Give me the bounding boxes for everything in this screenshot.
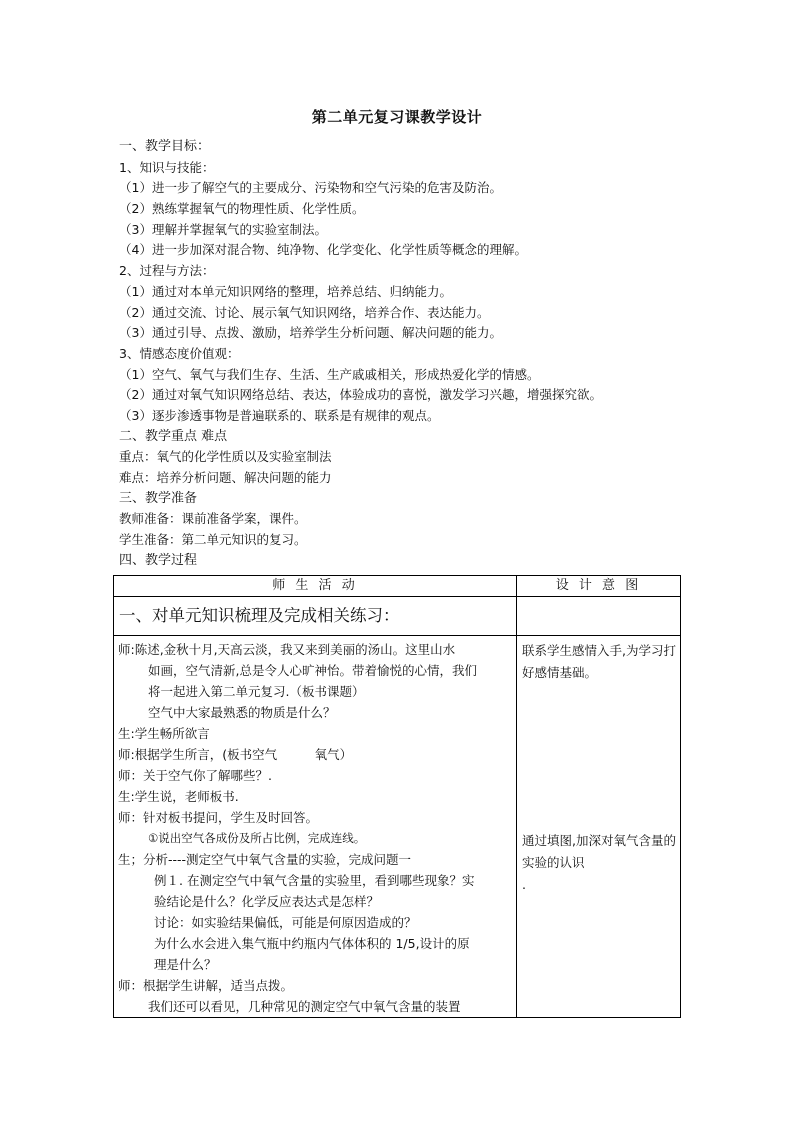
knowledge-item-4: （4）进一步加深对混合物、纯净物、化学变化、化学性质等概念的理解。 — [119, 242, 527, 258]
objectives-block — [119, 137, 719, 571]
activity-line: 生:学生畅所欲言 — [118, 726, 210, 741]
activity-line: 例１. 在测定空气中氧气含量的实验里，看到哪些现象？实 — [154, 873, 475, 888]
activity-line: 师：根据学生讲解，适当点拨。 — [118, 978, 294, 993]
teaching-process-table — [113, 575, 681, 1018]
activity-line: 将一起进入第二单元复习.（板书课题） — [148, 684, 365, 699]
activity-line: 师:根据学生所言，(板书空气 氧气） — [118, 747, 353, 762]
activity-line: 师：关于空气你了解哪些？. — [118, 768, 272, 783]
section-right-cell — [517, 597, 681, 636]
activity-line: 我们还可以看见，几种常见的测定空气中氧气含量的装置 — [148, 999, 461, 1014]
activity-line: ①说出空气各成份及所占比例，完成连线。 — [148, 831, 366, 845]
subheading-attitude: 3、情感态度价值观： — [119, 345, 240, 361]
difficult-point: 难点：培养分析问题、解决问题的能力 — [119, 470, 332, 485]
teacher-preparation: 教师准备：课前准备学案，课件。 — [119, 511, 307, 527]
design-note: 联系学生感情入手,为学习打好感情基础。 — [522, 643, 676, 680]
document-title: 第二单元复习课教学设计 — [311, 108, 483, 126]
design-intent-cell — [517, 636, 681, 1018]
knowledge-item-3: （3）理解并掌握氧气的实验室制法。 — [119, 221, 327, 237]
table-header-row — [114, 576, 681, 597]
activity-line: 师：针对板书提问，学生及时回答。 — [118, 810, 319, 825]
subheading-knowledge: 1、知识与技能： — [119, 159, 215, 175]
section-row — [114, 597, 681, 636]
activity-line: 验结论是什么？化学反应表达式是怎样？ — [154, 894, 380, 909]
key-point: 重点：氧气的化学性质以及实验室制法 — [119, 449, 332, 465]
design-note: . — [522, 877, 526, 892]
process-item-3: （3）通过引导、点拨、激励，培养学生分析问题、解决问题的能力。 — [119, 325, 502, 341]
knowledge-item-2: （2）熟练掌握氧气的物理性质、化学性质。 — [119, 201, 365, 217]
design-note: 通过填图,加深对氧气含量的实验的认识 — [522, 833, 676, 870]
heading-objectives: 一、教学目标： — [119, 139, 211, 154]
heading-process: 四、教学过程 — [119, 552, 198, 568]
student-preparation: 学生准备：第二单元知识的复习。 — [119, 532, 307, 548]
knowledge-item-1: （1）进一步了解空气的主要成分、污染物和空气污染的危害及防治。 — [119, 180, 502, 196]
header-design-intent: 设 计 意 图 — [517, 576, 681, 597]
activity-line: 生；分析----测定空气中氧气含量的实验，完成问题一 — [118, 852, 412, 867]
attitude-item-2: （2）通过对氧气知识网络总结、表达，体验成功的喜悦，激发学习兴趣，增强探究欲。 — [119, 387, 602, 403]
activity-line: 讨论：如实验结果偏低，可能是何原因造成的？ — [154, 915, 417, 930]
subheading-process: 2、过程与方法： — [119, 263, 215, 279]
attitude-item-3: （3）逐步渗透事物是普遍联系的、联系是有规律的观点。 — [119, 407, 440, 423]
activity-line: 空气中大家最熟悉的物质是什么？ — [148, 705, 336, 720]
attitude-item-1: （1）空气、氧气与我们生存、生活、生产戚戚相关，形成热爱化学的情感。 — [119, 366, 540, 382]
heading-preparation: 三、教学准备 — [119, 490, 198, 506]
activity-line: 为什么水会进入集气瓶中约瓶内气体体积的 1/5,设计的原 — [154, 936, 470, 951]
activity-line: 师:陈述,金秋十月,天高云淡，我又来到美丽的汤山。这里山水 — [118, 642, 456, 657]
activities-cell — [114, 636, 517, 1018]
header-activities: 师 生 活 动 — [114, 576, 517, 597]
activity-line: 生:学生说，老师板书. — [118, 789, 239, 804]
process-item-2: （2）通过交流、讨论、展示氧气知识网络，培养合作、表达能力。 — [119, 304, 490, 320]
body-row — [114, 636, 681, 1018]
process-item-1: （1）通过对本单元知识网络的整理，培养总结、归纳能力。 — [119, 283, 452, 299]
activity-line: 如画，空气清新,总是令人心旷神怡。带着愉悦的心情，我们 — [148, 663, 477, 678]
heading-key-points: 二、教学重点 难点 — [119, 428, 228, 444]
activity-line: 理是什么？ — [154, 957, 217, 972]
section-title: 一、对单元知识梳理及完成相关练习： — [114, 597, 517, 636]
